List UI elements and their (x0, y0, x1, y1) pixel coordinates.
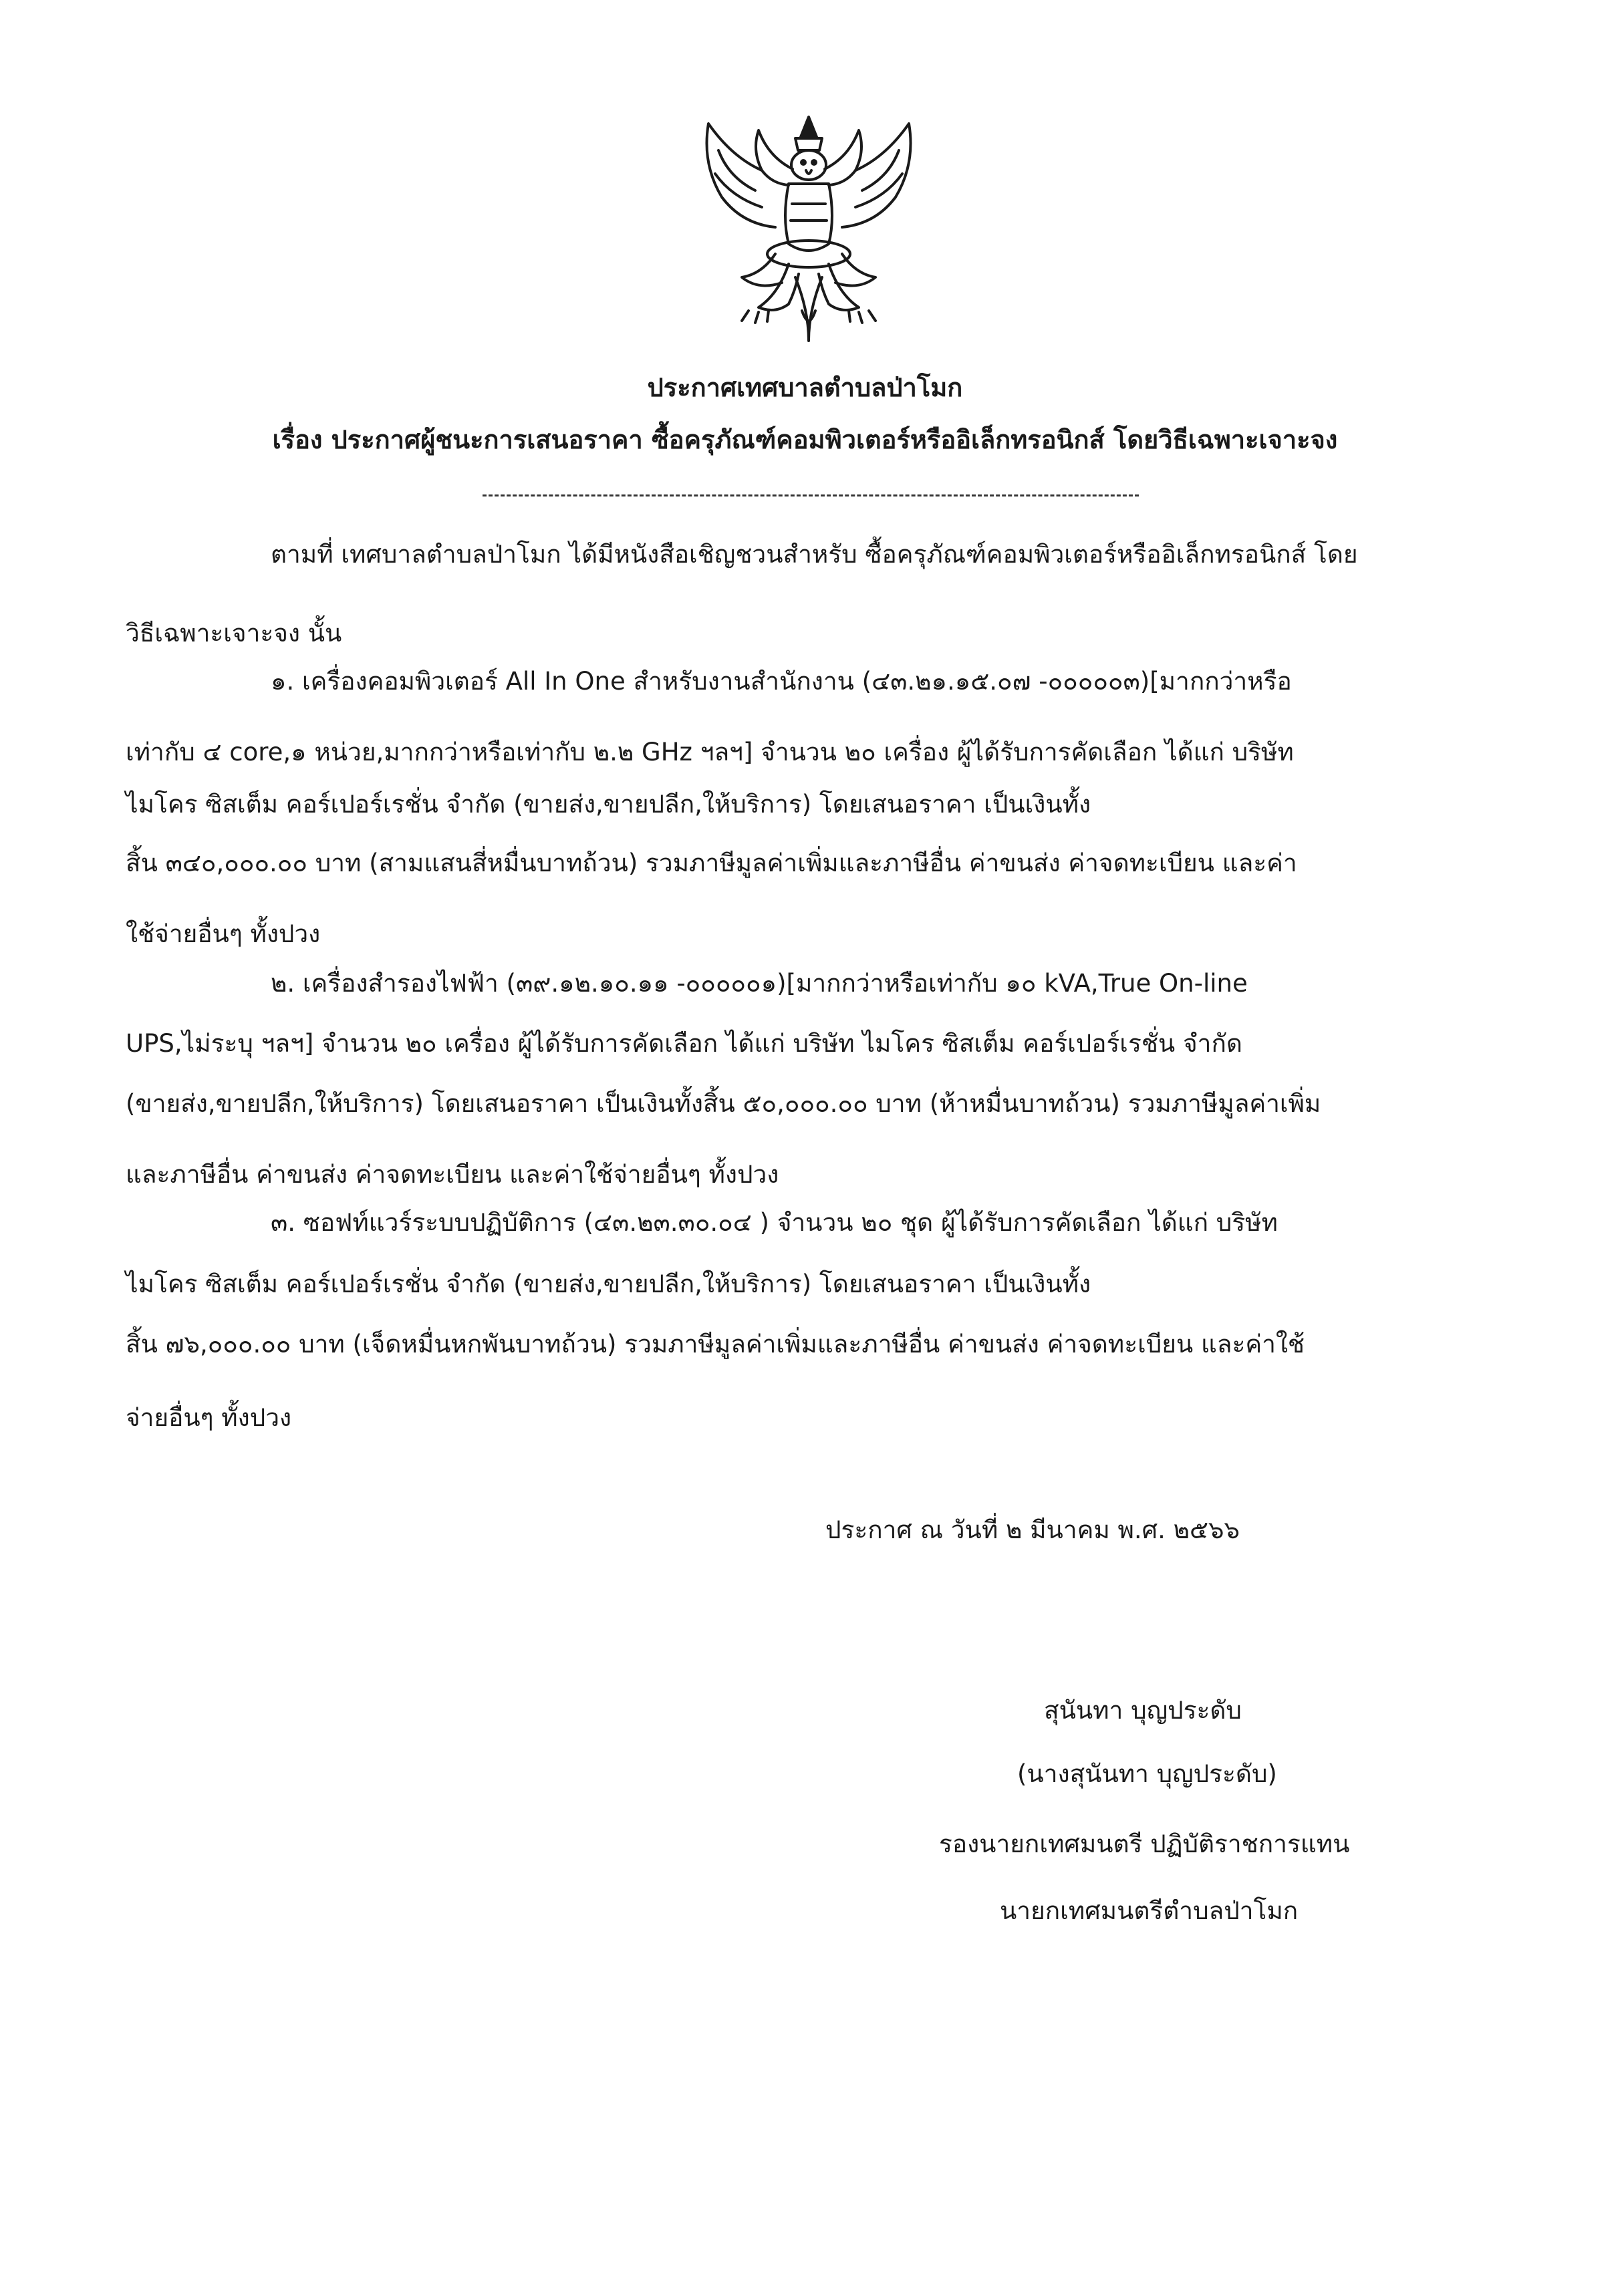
item1-line: ๑. เครื่องคอมพิวเตอร์ All In One สำหรับงานสำนักงาน (๔๓.๒๑.๑๕.๐๗ -๐๐๐๐๐๓)[มากกว่าหรือ (271, 667, 1292, 696)
signer-full-name: (นางสุนันทา บุญประดับ) (1017, 1759, 1277, 1788)
item3-line: สิ้น ๗๖,๐๐๐.๐๐ บาท (เจ็ดหมื่นหกพันบาทถ้วน) รวมภาษีมูลค่าเพิ่มและภาษีอื่น ค่าขนส่ง ค่าจดทะเบียน และค่าใช้ (126, 1330, 1305, 1358)
item1-line: เท่ากับ ๔ core,๑ หน่วย,มากกว่าหรือเท่ากับ ๒.๒ GHz ฯลฯ] จำนวน ๒๐ เครื่อง ผู้ได้รับการคัดเลือก ได้แก่ บริษัท (126, 738, 1294, 766)
item1-line: ไมโคร ซิสเต็ม คอร์เปอร์เรชั่น จำกัด (ขายส่ง,ขายปลีก,ให้บริการ) โดยเสนอราคา เป็นเงินทั้ง (126, 790, 1091, 819)
announcement-subject: เรื่อง ประกาศผู้ชนะการเสนอราคา ซื้อครุภัณฑ์คอมพิวเตอร์หรืออิเล็กทรอนิกส์ โดยวิธีเฉพาะเจาะจง (272, 425, 1338, 454)
item2-line: UPS,ไม่ระบุ ฯลฯ] จำนวน ๒๐ เครื่อง ผู้ได้รับการคัดเลือก ได้แก่ บริษัท ไมโคร ซิสเต็ม คอร์เปอร์เรชั่น จำกัด (126, 1029, 1242, 1058)
item2-line: และภาษีอื่น ค่าขนส่ง ค่าจดทะเบียน และค่าใช้จ่ายอื่นๆ ทั้งปวง (126, 1160, 779, 1189)
item3-line: ไมโคร ซิสเต็ม คอร์เปอร์เรชั่น จำกัด (ขายส่ง,ขายปลีก,ให้บริการ) โดยเสนอราคา เป็นเงินทั้ง (126, 1270, 1091, 1298)
signature-name: สุนันทา บุญประดับ (1044, 1696, 1242, 1725)
item1-line: สิ้น ๓๔๐,๐๐๐.๐๐ บาท (สามแสนสี่หมื่นบาทถ้วน) รวมภาษีมูลค่าเพิ่มและภาษีอื่น ค่าขนส่ง ค่าจดทะเบียน และค่า (126, 849, 1297, 877)
announcement-date: ประกาศ ณ วันที่ ๒ มีนาคม พ.ศ. ๒๕๖๖ (825, 1516, 1240, 1544)
intro-line: ตามที่ เทศบาลตำบลป่าโมก ได้มีหนังสือเชิญชวนสำหรับ ซื้อครุภัณฑ์คอมพิวเตอร์หรืออิเล็กทรอนิกส์ โดย (271, 540, 1358, 569)
announcement-title: ประกาศเทศบาลตำบลป่าโมก (647, 373, 963, 402)
signer-position: นายกเทศมนตรีตำบลป่าโมก (1000, 1896, 1299, 1925)
signer-position: รองนายกเทศมนตรี ปฏิบัติราชการแทน (939, 1830, 1350, 1858)
intro-line: วิธีเฉพาะเจาะจง นั้น (126, 619, 342, 648)
item2-line: (ขายส่ง,ขายปลีก,ให้บริการ) โดยเสนอราคา เป็นเงินทั้งสิ้น ๕๐,๐๐๐.๐๐ บาท (ห้าหมื่นบาทถ้วน) รวมภาษีมูลค่าเพิ่ม (126, 1089, 1321, 1118)
item2-line: ๒. เครื่องสำรองไฟฟ้า (๓๙.๑๒.๑๐.๑๑ -๐๐๐๐๐๑)[มากกว่าหรือเท่ากับ ๑๐ kVA,True On-line (271, 969, 1248, 998)
title-divider (483, 494, 1139, 496)
garuda-emblem-icon (695, 110, 922, 354)
item3-line: จ่ายอื่นๆ ทั้งปวง (126, 1403, 292, 1432)
item3-line: ๓. ซอฟท์แวร์ระบบปฏิบัติการ (๔๓.๒๓.๓๐.๐๔ ) จำนวน ๒๐ ชุด ผู้ได้รับการคัดเลือก ได้แก่ บริษัท (271, 1208, 1278, 1237)
item1-line: ใช้จ่ายอื่นๆ ทั้งปวง (126, 919, 321, 948)
